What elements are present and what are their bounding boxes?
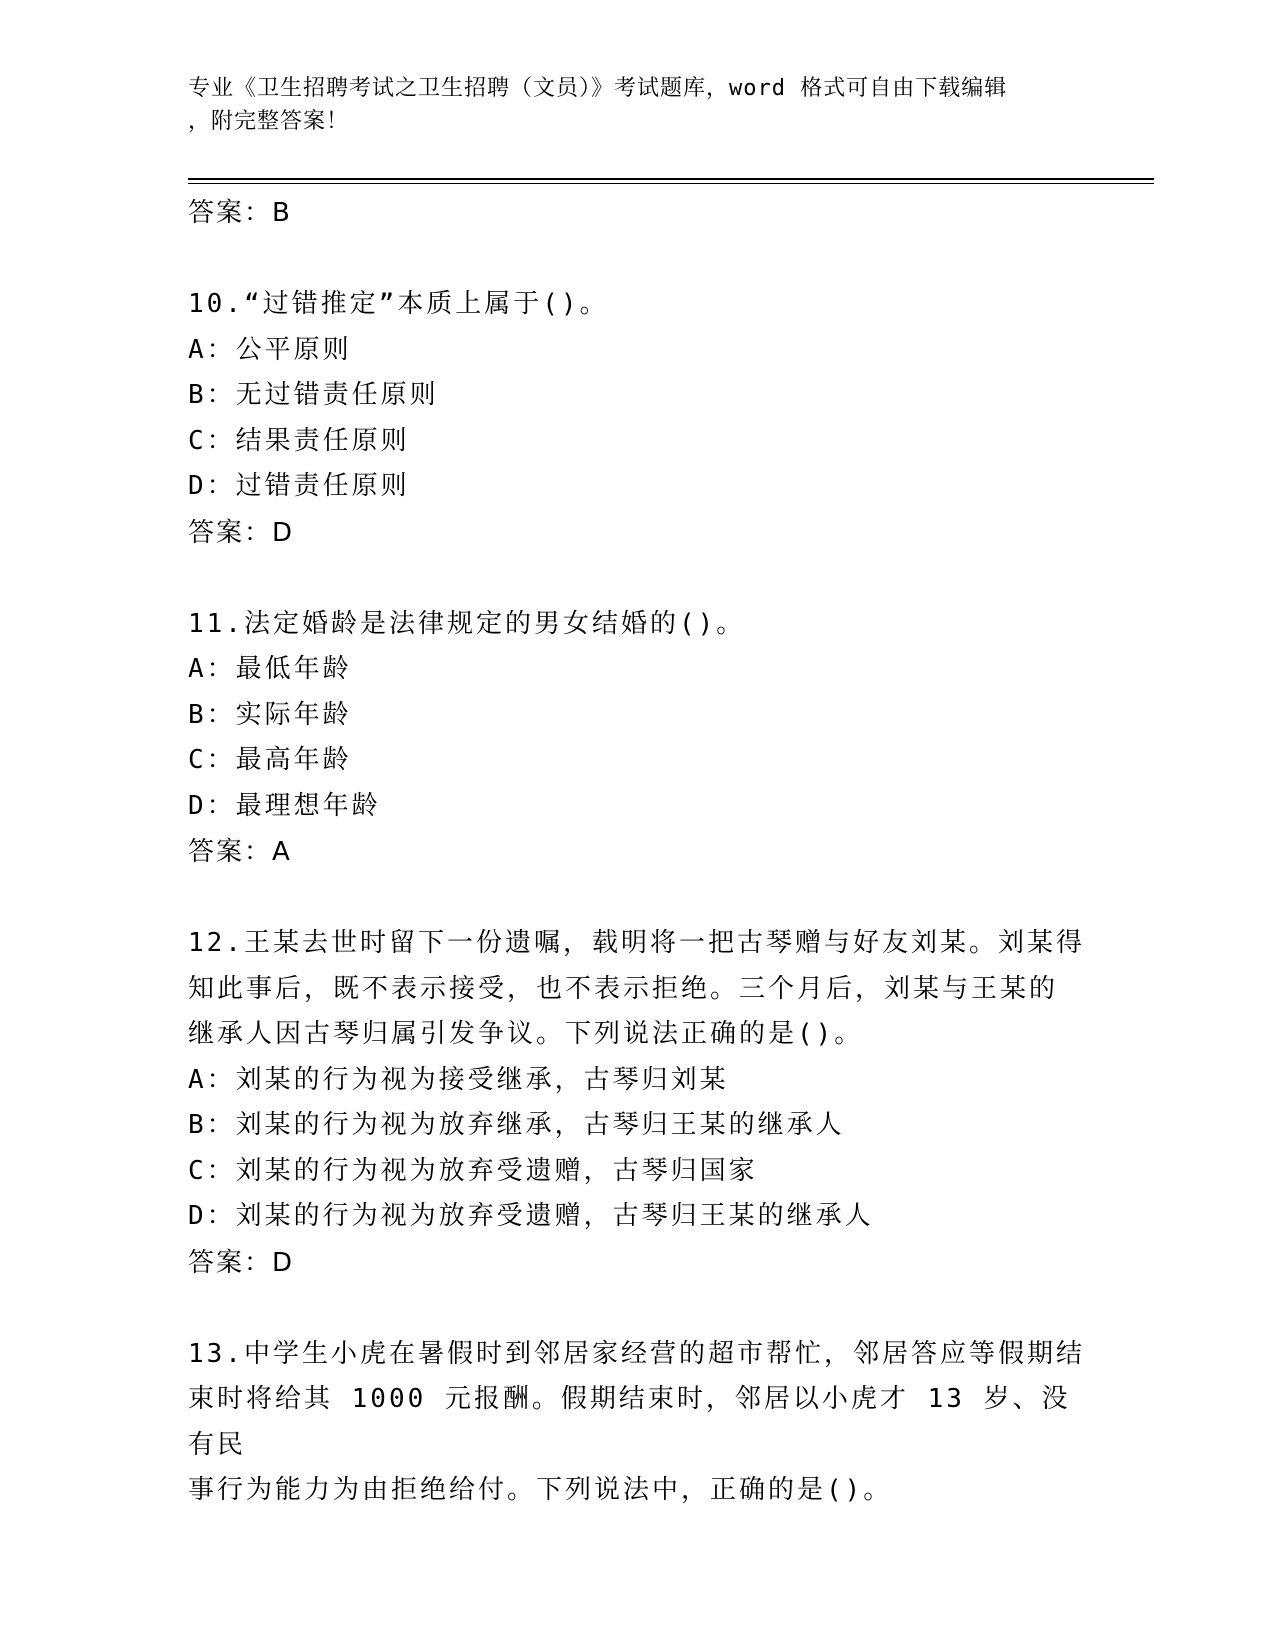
option-c: C：结果责任原则 (188, 425, 410, 456)
document-header (188, 72, 1068, 138)
question-text: 10.“过错推定”本质上属于()。 (188, 289, 609, 319)
option-d: D：最理想年龄 (188, 790, 381, 821)
question-text-line-3: 事行为能力为由拒绝给付。下列说法中，正确的是()。 (188, 1475, 893, 1505)
header-divider-thick (188, 178, 1154, 180)
question-list (188, 190, 1088, 1514)
question-text-line-1: 12.王某去世时留下一份遗嘱，载明将一把古琴赠与好友刘某。刘某得 (188, 928, 1085, 958)
answer-line: 答案：D (188, 517, 295, 548)
option-a: A：刘某的行为视为接受继承，古琴归刘某 (188, 1064, 729, 1095)
question-text: 11.法定婚龄是法律规定的男女结婚的()。 (188, 608, 746, 639)
option-d: D：刘某的行为视为放弃受遗赠，古琴归王某的继承人 (188, 1201, 874, 1231)
question-text-line-2: 知此事后，既不表示接受，也不表示拒绝。三个月后，刘某与王某的 (188, 973, 1059, 1004)
option-a: A：公平原则 (188, 334, 352, 365)
question-12 (188, 921, 1088, 1286)
header-line-2: ，附完整答案！ (188, 109, 350, 134)
option-b: B：实际年龄 (188, 699, 352, 730)
option-d: D：过错责任原则 (188, 471, 410, 501)
option-a: A：最低年龄 (188, 654, 352, 684)
question-text-line-2: 束时将给其 1000 元报酬。假期结束时，邻居以小虎才 13 岁、没有民 (188, 1384, 1071, 1460)
question-text-line-1: 13.中学生小虎在暑假时到邻居家经营的超市帮忙，邻居答应等假期结 (188, 1338, 1085, 1369)
header-line-1: 专业《卫生招聘考试之卫生招聘（文员）》考试题库，word 格式可自由下载编辑 (188, 76, 1008, 101)
option-c: C：刘某的行为视为放弃受遗赠，古琴归国家 (188, 1155, 758, 1186)
question-11 (188, 602, 1088, 876)
answer-line: 答案：D (188, 1247, 295, 1278)
option-b: B：刘某的行为视为放弃继承，古琴归王某的继承人 (188, 1110, 845, 1140)
header-divider-thin (188, 183, 1154, 184)
option-c: C：最高年龄 (188, 745, 352, 775)
answer-line: 答案：A (188, 837, 292, 867)
question-10 (188, 282, 1088, 556)
question-text-line-3: 继承人因古琴归属引发争议。下列说法正确的是()。 (188, 1019, 864, 1049)
option-b: B：无过错责任原则 (188, 380, 439, 410)
answer-line: 答案：B (188, 198, 292, 228)
question-13 (188, 1332, 1088, 1514)
